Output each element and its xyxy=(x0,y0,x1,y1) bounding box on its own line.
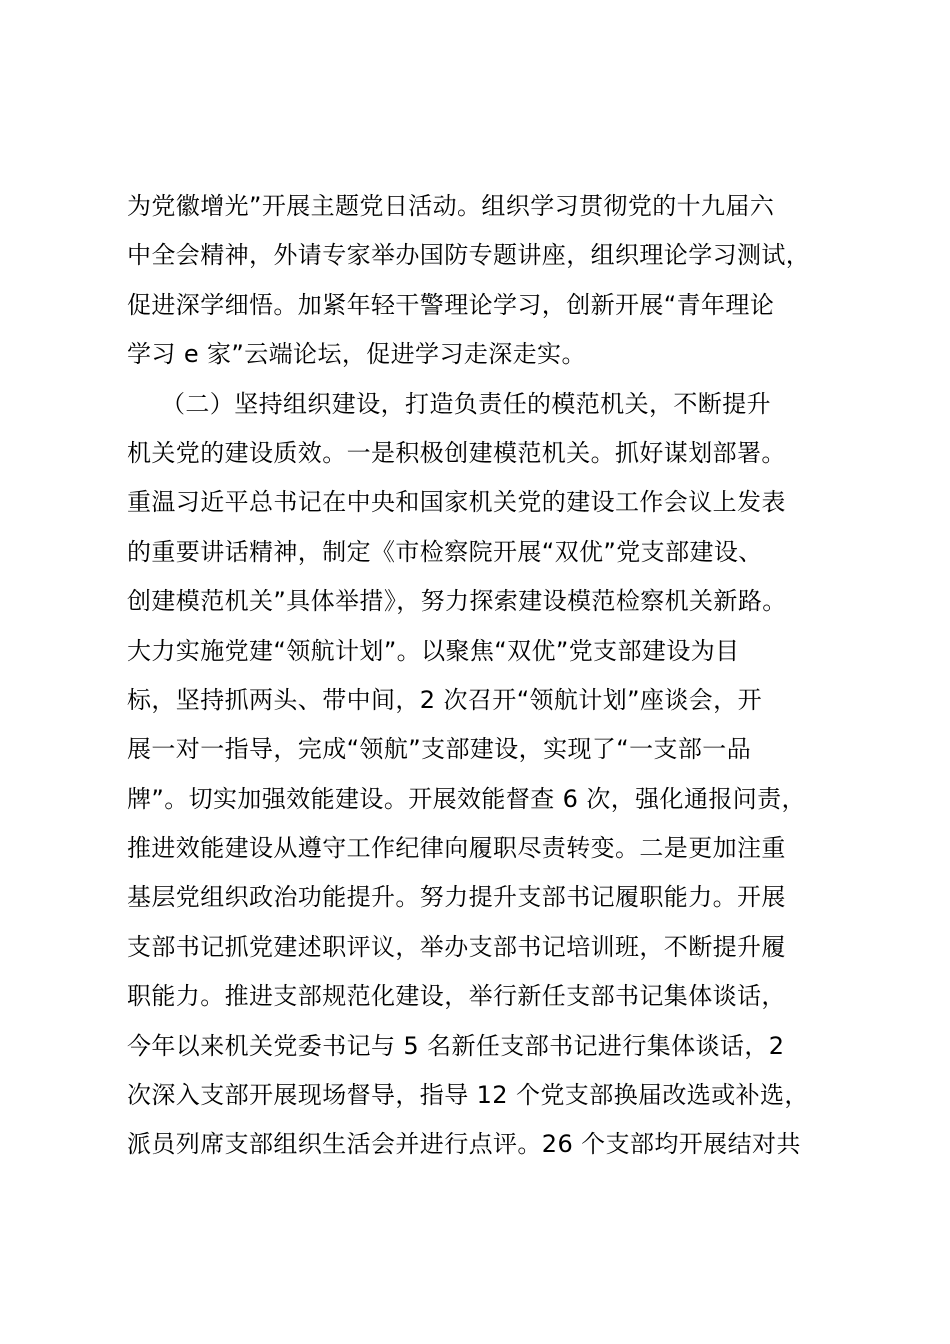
text-line: 派员列席支部组织生活会并进行点评。26 个支部均开展结对共 xyxy=(127,1130,801,1159)
text-line: 学习 e 家”云端论坛，促进学习走深走实。 xyxy=(127,340,586,369)
text-line: 牌”。切实加强效能建设。开展效能督查 6 次，强化通报问责， xyxy=(127,784,806,813)
text-line: 创建模范机关”具体举措》，努力探索建设模范检察机关新路。 xyxy=(127,587,787,616)
text-line: 职能力。推进支部规范化建设，举行新任支部书记集体谈话， xyxy=(127,982,786,1011)
text-line: 的重要讲话精神，制定《市检察院开展“双优”党支部建设、 xyxy=(127,537,763,566)
text-line: 为党徽增光”开展主题党日活动。组织学习贯彻党的十九届六 xyxy=(127,192,775,220)
body-text xyxy=(127,182,847,1170)
text-line: 中全会精神，外请专家举办国防专题讲座，组织理论学习测试， xyxy=(127,241,811,270)
text-line: 展一对一指导，完成“领航”支部建设，实现了“一支部一品 xyxy=(127,735,752,764)
text-line: （二）坚持组织建设，打造负责任的模范机关，不断提升 xyxy=(161,389,771,418)
text-line: 今年以来机关党委书记与 5 名新任支部书记进行集体谈话，2 xyxy=(127,1031,785,1060)
text-line: 基层党组织政治功能提升。努力提升支部书记履职能力。开展 xyxy=(127,883,786,912)
text-line: 促进深学细悟。加紧年轻干警理论学习，创新开展“青年理论 xyxy=(127,290,775,319)
text-line: 标，坚持抓两头、带中间，2 次召开“领航计划”座谈会，开 xyxy=(127,685,762,714)
text-line: 次深入支部开展现场督导，指导 12 个党支部换届改选或补选， xyxy=(127,1081,809,1110)
text-line: 机关党的建设质效。一是积极创建模范机关。抓好谋划部署。 xyxy=(127,438,786,467)
text-line: 大力实施党建“领航计划”。以聚焦“双优”党支部建设为目 xyxy=(127,636,740,665)
text-line: 推进效能建设从遵守工作纪律向履职尽责转变。二是更加注重 xyxy=(127,834,786,863)
text-line: 支部书记抓党建述职评议，举办支部书记培训班，不断提升履 xyxy=(127,932,786,961)
text-line: 重温习近平总书记在中央和国家机关党的建设工作会议上发表 xyxy=(127,488,786,517)
